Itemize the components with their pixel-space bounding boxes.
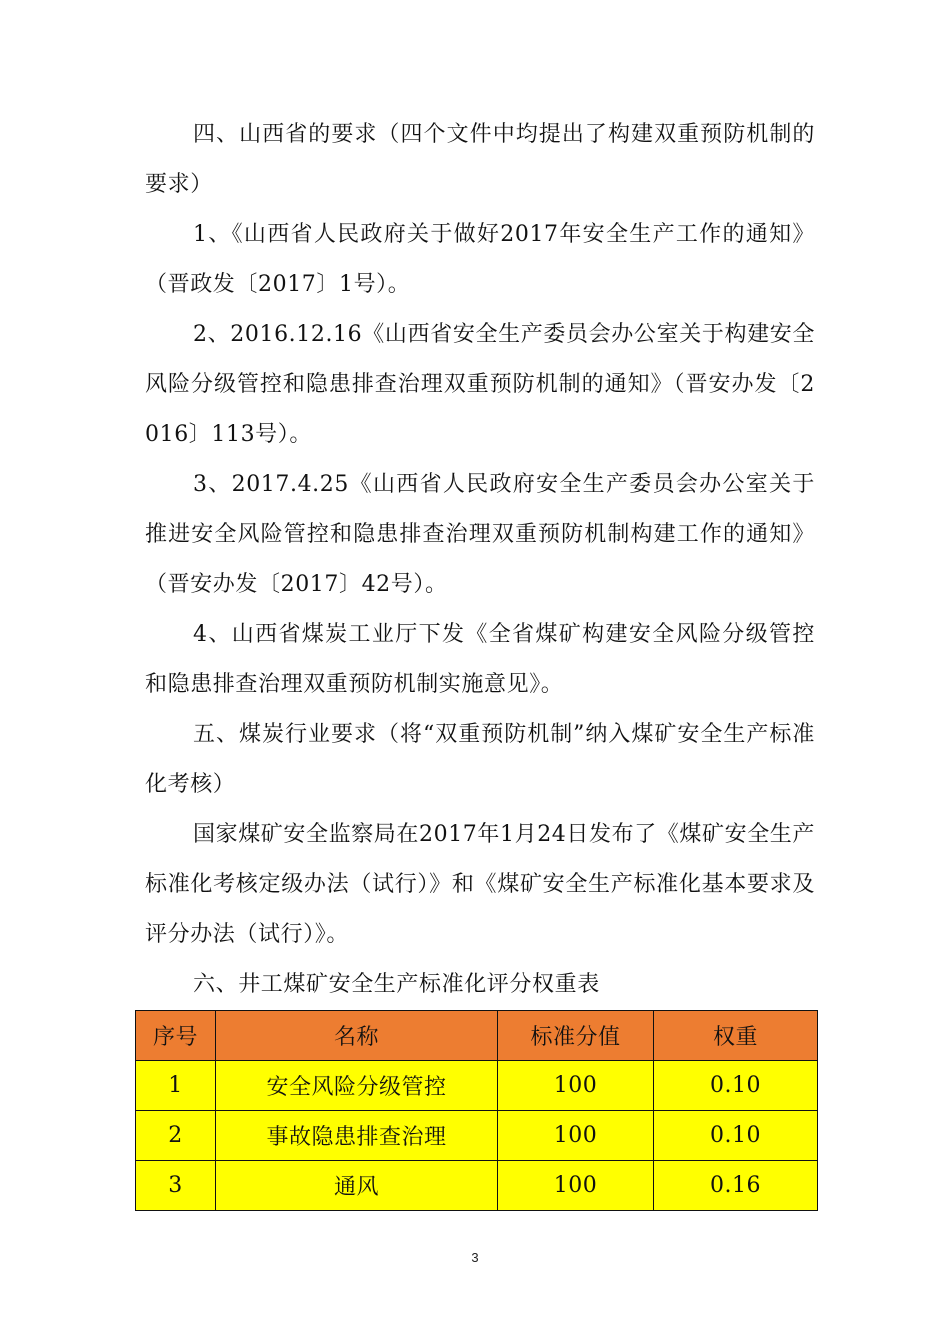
table-cell-score: 100 (498, 1061, 654, 1111)
table-row (136, 1161, 818, 1211)
table-cell-index: 1 (136, 1061, 216, 1111)
table-cell-score: 100 (498, 1161, 654, 1211)
list-item: 3、2017.4.25《山西省人民政府安全生产委员会办公室关于推进安全风险管控和隐患排查治理双重预防机制构建工作的通知》（晋安办发〔2017〕42号）。 (145, 472, 815, 597)
body-paragraph: 国家煤矿安全监察局在2017年1月24日发布了《煤矿安全生产标准化考核定级办法（试行）》和《煤矿安全生产标准化基本要求及评分办法（试行）》。 (145, 822, 815, 947)
section-heading-coal-industry: 五、煤炭行业要求（将“双重预防机制”纳入煤矿安全生产标准化考核） (145, 722, 815, 797)
weight-table-container (135, 1010, 817, 1211)
section-heading-weight-table: 六、井工煤矿安全生产标准化评分权重表 (193, 972, 600, 997)
weight-table (135, 1010, 818, 1211)
table-cell-weight: 0.10 (654, 1111, 818, 1161)
list-item: 4、山西省煤炭工业厅下发《全省煤矿构建安全风险分级管控和隐患排查治理双重预防机制实施意见》。 (145, 622, 815, 697)
section-heading-shanxi: 四、山西省的要求（四个文件中均提出了构建双重预防机制的要求） (145, 122, 815, 197)
column-header-index: 序号 (136, 1011, 216, 1061)
table-cell-name: 事故隐患排查治理 (216, 1111, 498, 1161)
table-row (136, 1061, 818, 1111)
column-header-weight: 权重 (654, 1011, 818, 1061)
table-cell-index: 2 (136, 1111, 216, 1161)
table-header-row (136, 1011, 818, 1061)
document-body (145, 110, 815, 1010)
table-cell-weight: 0.16 (654, 1161, 818, 1211)
page-number: 3 (471, 1250, 479, 1265)
table-cell-index: 3 (136, 1161, 216, 1211)
list-item: 1、《山西省人民政府关于做好2017年安全生产工作的通知》（晋政发〔2017〕1号）。 (145, 222, 815, 297)
table-cell-name: 通风 (216, 1161, 498, 1211)
table-cell-weight: 0.10 (654, 1061, 818, 1111)
table-cell-score: 100 (498, 1111, 654, 1161)
table-cell-name: 安全风险分级管控 (216, 1061, 498, 1111)
table-row (136, 1111, 818, 1161)
column-header-name: 名称 (216, 1011, 498, 1061)
list-item: 2、2016.12.16《山西省安全生产委员会办公室关于构建安全风险分级管控和隐患排查治理双重预防机制的通知》（晋安办发〔2016〕113号）。 (145, 322, 815, 447)
column-header-standard-score: 标准分值 (498, 1011, 654, 1061)
